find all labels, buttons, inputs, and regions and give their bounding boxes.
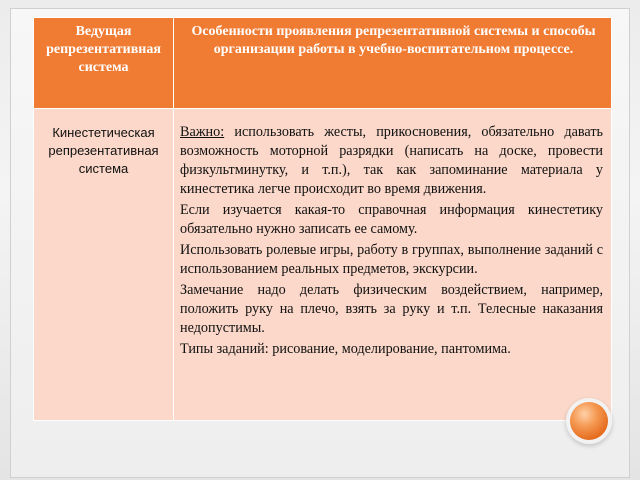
- paragraph-role-games: Использовать ролевые игры, работу в группах, выполнение заданий с использованием реальных предметов, экскурсии.: [180, 242, 603, 277]
- paragraph-important: [180, 123, 603, 199]
- cell-system-name: [34, 109, 174, 421]
- header-features-text: Особенности проявления репрезентативной системы и способы организации работы в учебно-воспитательном процессе.: [191, 24, 596, 57]
- header-cell-system: [34, 18, 174, 109]
- header-system-text: Ведущая репрезентативная система: [46, 24, 161, 75]
- content-table: [33, 17, 612, 421]
- cell-system-features: [174, 109, 612, 421]
- important-text: использовать жесты, прикосновения, обязательно давать возможность моторной разрядки (написать на доске, провести физкультминутку, и т.п.), так как запоминание материала у кинестетика легче происходит во время движения.: [180, 124, 603, 197]
- paragraph-task-types: Типы заданий: рисование, моделирование, пантомима.: [180, 341, 511, 357]
- important-label: Важно:: [180, 124, 225, 140]
- paragraph-reference-info: Если изучается какая-то справочная информация кинестетику обязательно нужно записать ее самому.: [180, 202, 603, 237]
- decorative-orb-icon: [570, 402, 608, 440]
- paragraph-remarks: Замечание надо делать физическим воздействием, например, положить руку на плечо, взять за руку и т.п. Телесные наказания недопустимы.: [180, 282, 603, 336]
- system-name-text: Кинестетическая репрезентативная система: [48, 125, 159, 176]
- table-row: [34, 109, 612, 421]
- table-header-row: [34, 18, 612, 109]
- header-cell-features: [174, 18, 612, 109]
